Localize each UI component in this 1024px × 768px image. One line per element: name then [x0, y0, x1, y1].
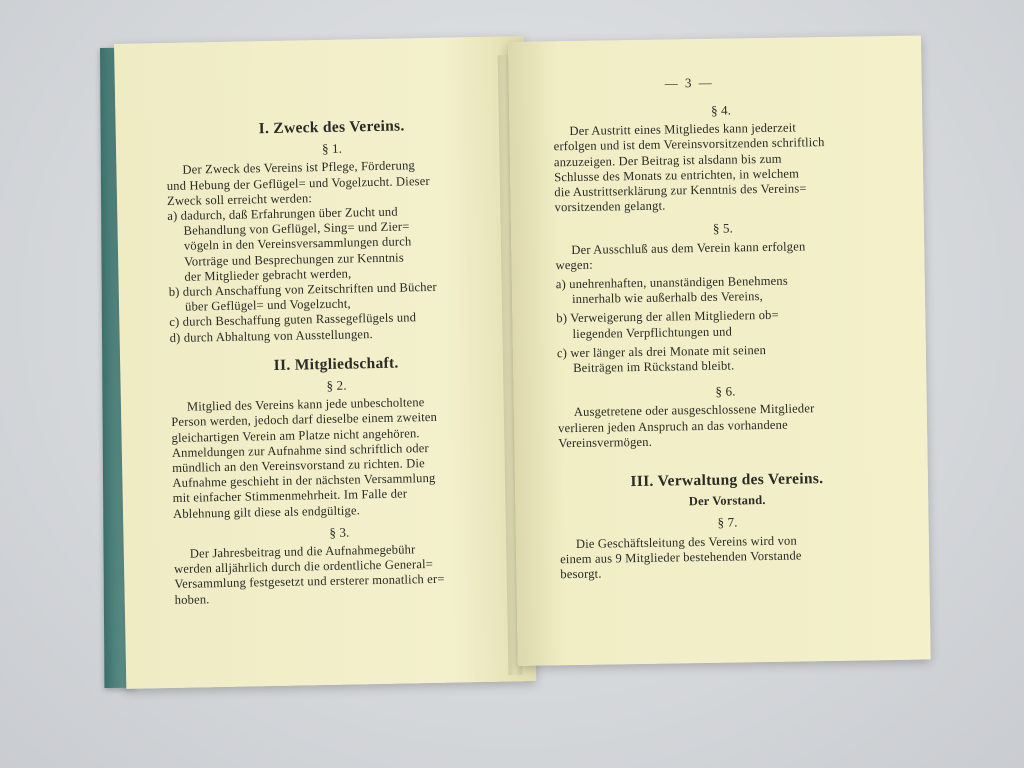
- heading-verwaltung: III. Verwaltung des Vereins.: [630, 470, 824, 491]
- section-2-text: [171, 394, 505, 522]
- left-page: [114, 36, 536, 689]
- section-1-label: § 1.: [321, 140, 343, 157]
- text-line: mündlich an den Vereinsvorstand zu richten. Die: [172, 456, 425, 476]
- text-line: Ausgetretene oder ausgeschlossene Mitglieder: [573, 401, 815, 420]
- section-3-label: § 3.: [329, 524, 350, 540]
- text-line: einem aus 9 Mitglieder bestehenden Vorstande: [560, 548, 802, 567]
- section-2-label: § 2.: [326, 377, 347, 394]
- text-line: anzuzeigen. Der Beitrag ist alsdann bis zum: [553, 151, 782, 169]
- text-line: Beiträgen im Rückstand bleibt.: [573, 358, 735, 376]
- right-page-text: [553, 100, 896, 583]
- text-line: die Austrittserklärung zur Kenntnis des Vereins=: [554, 181, 807, 200]
- text-line: werden alljährlich durch die ordentliche General=: [173, 557, 434, 577]
- exclusion-item-c: [557, 341, 893, 377]
- text-line: vorsitzenden gelangt.: [554, 198, 666, 215]
- text-line: mit einfacher Stimmenmehrheit. Im Falle der: [172, 486, 408, 506]
- text-line: Aufnahme geschieht in der nächsten Versammlung: [172, 471, 436, 491]
- text-line: Der Austritt eines Mitgliedes kann jederzeit: [569, 120, 797, 139]
- section-3-text: [174, 541, 507, 608]
- section-6-label: § 6.: [715, 383, 736, 400]
- text-line: vögeln in den Vereinsversammlungen durch: [183, 234, 412, 254]
- right-page: [508, 36, 931, 666]
- section-4-text: [553, 119, 890, 215]
- text-line: Anmeldungen zur Aufnahme sind schriftlich oder: [171, 440, 429, 460]
- text-line: und Hebung der Geflügel= und Vogelzucht. Dieser: [166, 173, 430, 193]
- text-line: b) durch Anschaffung von Zeitschriften und Bücher: [168, 279, 437, 300]
- text-line: Ablehnung gilt diese als endgültige.: [172, 503, 361, 521]
- heading-mitgliedschaft: II. Mitgliedschaft.: [273, 354, 399, 374]
- section-4-label: § 4.: [710, 102, 732, 118]
- section-6-text: [558, 400, 895, 451]
- list-item-a: [167, 203, 500, 285]
- text-line: a) dadurch, daß Erfahrungen über Zucht und: [167, 204, 398, 224]
- text-line: Mitglied des Vereins kann jede unbescholtene: [186, 395, 425, 414]
- text-line: liegenden Verpflichtungen und: [572, 324, 733, 341]
- text-line: der Mitglieder gebracht werden,: [184, 266, 352, 284]
- text-line: erfolgen und ist dem Vereinsvorsitzenden schriftlich: [553, 135, 825, 154]
- exclusion-item-b: [556, 306, 892, 342]
- text-line: Versammlung festgesetzt und ersterer monatlich er=: [174, 572, 445, 592]
- text-line: wegen:: [555, 257, 593, 273]
- text-line: Behandlung von Geflügel, Sing= und Zier=: [183, 219, 410, 238]
- text-line: Der Jahresbeitrag und die Aufnahmegebühr: [189, 542, 416, 561]
- text-line: Der Ausschluß aus dem Verein kann erfolgen: [571, 238, 806, 257]
- section-1-text: [166, 157, 499, 209]
- left-page-text: [166, 117, 507, 608]
- text-line: Vorträge und Besprechungen zur Kenntnis: [184, 250, 404, 269]
- text-line: Die Geschäftsleitung des Vereins wird von: [575, 533, 797, 551]
- section-7-text: [560, 532, 897, 583]
- text-line: gleichartigen Verein am Platze nicht angehören.: [171, 425, 420, 445]
- text-line: b) Verweigerung der allen Mitgliedern ob=: [556, 308, 779, 326]
- section-7-label: § 7.: [717, 514, 738, 531]
- text-line: Person werden, jedoch darf dieselbe einem zweiten: [171, 410, 438, 430]
- section-5-text: [555, 238, 891, 274]
- list-item-c: c) durch Beschaffung guten Rassegeflügels und: [169, 310, 417, 330]
- heading-zweck: I. Zweck des Vereins.: [258, 117, 405, 138]
- text-line: c) wer länger als drei Monate mit seinen: [556, 342, 767, 361]
- page-number: — 3 —: [664, 74, 714, 91]
- section-5-label: § 5.: [712, 220, 734, 237]
- exclusion-item-a: [556, 272, 892, 308]
- text-line: verlieren jeden Anspruch an das vorhandene: [557, 417, 788, 435]
- text-line: Vereinsvermögen.: [558, 434, 653, 451]
- text-line: Der Zweck des Vereins ist Pflege, Förderung: [182, 158, 416, 178]
- text-line: a) unehrenhaften, unanständigen Benehmens: [555, 273, 788, 292]
- text-line: innerhalb wie außerhalb des Vereins,: [571, 289, 764, 307]
- list-item-d: d) durch Abhaltung von Ausstellungen.: [169, 326, 373, 345]
- text-line: hoben.: [174, 591, 210, 607]
- text-line: Schlusse des Monats zu entrichten, in welchem: [554, 166, 800, 185]
- text-line: über Geflügel= und Vogelzucht,: [184, 296, 351, 314]
- text-line: Zweck soll erreicht werden:: [166, 191, 313, 208]
- text-line: besorgt.: [560, 566, 602, 582]
- subheading-vorstand: Der Vorstand.: [688, 493, 766, 509]
